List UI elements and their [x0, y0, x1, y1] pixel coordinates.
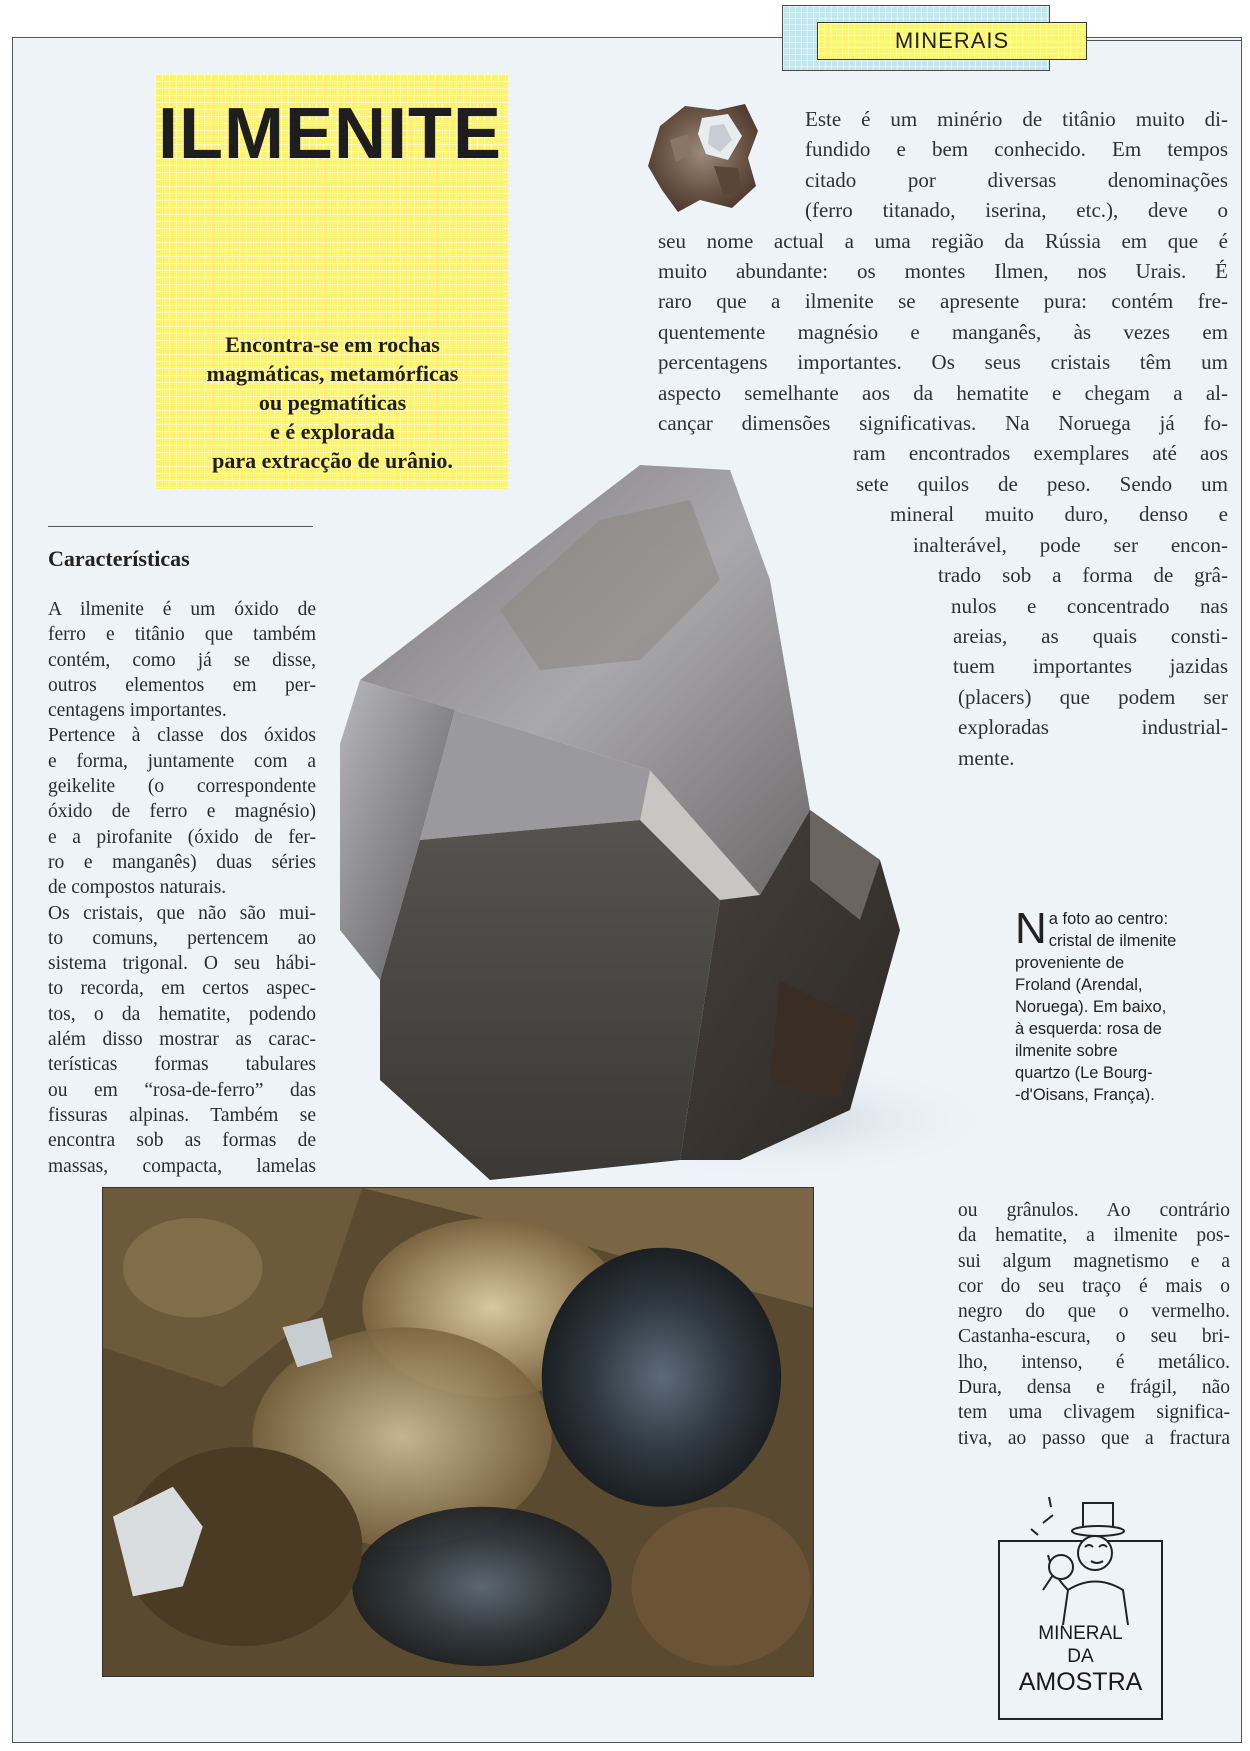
- text-line: geikelite (o correspondente: [48, 776, 316, 798]
- continuation-text: [958, 1198, 1230, 1451]
- badge-line: MINERAL: [1038, 1623, 1123, 1644]
- text-line: ro e manganês) duas séries: [48, 851, 316, 873]
- ilmenite-rose-on-quartz-photo: [102, 1187, 814, 1677]
- intro-line: inalterável, pode ser encon-: [913, 532, 1228, 557]
- text-line: além disso mostrar as carac-: [48, 1029, 316, 1051]
- text-line: Os cristais, que não são mui-: [48, 902, 316, 924]
- intro-line: sete quilos de peso. Sendo um: [856, 471, 1228, 496]
- collector-with-magnifier-icon: [1023, 1495, 1143, 1625]
- text-line: e a pirofanite (óxido de fer-: [48, 826, 316, 848]
- text-line: fissuras alpinas. Também se: [48, 1104, 316, 1126]
- text-line: Castanha-escura, o seu bri-: [958, 1326, 1230, 1348]
- intro-line: quentemente magnésio e manganês, às vezes em: [658, 319, 1228, 344]
- caption-line: à esquerda: rosa de: [1015, 1020, 1162, 1038]
- text-line: negro do que o vermelho.: [958, 1301, 1230, 1323]
- text-line: tem uma clivagem significa-: [958, 1402, 1230, 1424]
- intro-line: percentagens importantes. Os seus cristais têm um: [658, 350, 1228, 375]
- text-line: contém, como já se disse,: [48, 649, 316, 671]
- intro-line: muito abundante: os montes Ilmen, nos Urais. É: [658, 259, 1228, 284]
- caption-line: -d'Oisans, França).: [1015, 1086, 1155, 1104]
- intro-line: citado por diversas denominações: [805, 167, 1228, 192]
- subtitle: [165, 330, 500, 475]
- intro-line: Este é um minério de titânio muito di-: [805, 107, 1228, 131]
- text-line: sistema trigonal. O seu hábi-: [48, 953, 316, 975]
- badge-line: DA: [1067, 1646, 1094, 1667]
- header-rule: [1087, 40, 1242, 41]
- intro-line: fundido e bem conhecido. Em tempos: [805, 137, 1228, 162]
- subtitle-line: Encontra-se em rochas: [225, 332, 440, 357]
- text-line: encontra sob as formas de: [48, 1130, 316, 1152]
- intro-line: ram encontrados exemplares até aos: [853, 441, 1228, 466]
- caption-dropcap: N: [1015, 904, 1047, 953]
- text-line: centagens importantes.: [48, 700, 227, 722]
- caption-line: ilmenite sobre: [1015, 1042, 1118, 1060]
- page-title: ILMENITE: [158, 94, 502, 174]
- text-line: cor do seu traço é mais o: [958, 1275, 1230, 1297]
- text-line: ou em “rosa-de-ferro” das: [48, 1079, 316, 1101]
- text-line: to comuns, pertencem ao: [48, 927, 316, 949]
- text-line: lho, intenso, é metálico.: [958, 1351, 1230, 1373]
- caption-line: Froland (Arendal,: [1015, 976, 1143, 994]
- caption-line: cristal de ilmenite: [1048, 932, 1177, 950]
- characteristics-text: [48, 597, 316, 1179]
- intro-line: areias, as quais consti-: [953, 623, 1228, 648]
- intro-line: (ferro titanado, iserina, etc.), deve o: [805, 198, 1228, 223]
- text-line: Dura, densa e frágil, não: [958, 1377, 1230, 1399]
- intro-line: nulos e concentrado nas: [951, 593, 1228, 618]
- text-line: to recorda, em certos aspec-: [48, 978, 316, 1000]
- photo-caption: [1015, 904, 1230, 1106]
- text-line: sui algum magnetismo e a: [958, 1250, 1230, 1272]
- text-line: e forma, juntamente com a: [48, 750, 316, 772]
- intro-line: raro que a ilmenite se apresente pura: contém fre-: [658, 289, 1228, 314]
- section-heading: Características: [48, 546, 190, 571]
- intro-line: tuem importantes jazidas: [953, 654, 1228, 679]
- text-line: A ilmenite é um óxido de: [48, 599, 316, 620]
- text-line: terísticas formas tabulares: [48, 1054, 316, 1076]
- text-line: tiva, ao passo que a fractura: [958, 1427, 1230, 1449]
- intro-line: mente.: [958, 745, 1015, 770]
- intro-line: mineral muito duro, denso e: [890, 502, 1228, 527]
- text-line: óxido de ferro e magnésio): [48, 801, 316, 823]
- mineral-sample-badge: [998, 1495, 1163, 1720]
- text-line: outros elementos em per-: [48, 674, 316, 696]
- intro-line: trado sob a forma de grâ-: [938, 563, 1228, 588]
- text-line: tos, o da hematite, podendo: [48, 1003, 316, 1025]
- subtitle-line: para extracção de urânio.: [212, 448, 453, 473]
- intro-line: aspecto semelhante aos da hematite e chegam a al-: [658, 380, 1228, 405]
- caption-line: a foto ao centro:: [1048, 910, 1169, 928]
- intro-line: seu nome actual a uma região da Rússia em que é: [658, 228, 1228, 253]
- text-line: de compostos naturais.: [48, 877, 227, 899]
- badge-line: AMOSTRA: [1018, 1668, 1143, 1696]
- text-line: da hematite, a ilmenite pos-: [958, 1225, 1230, 1247]
- subtitle-line: magmáticas, metamórficas: [206, 361, 459, 386]
- section-divider: [48, 526, 313, 527]
- text-line: massas, compacta, lamelas: [48, 1155, 316, 1177]
- intro-line: cançar dimensões significativas. Na Noruega já fo-: [658, 411, 1228, 436]
- caption-line: proveniente de: [1015, 954, 1125, 972]
- text-line: ferro e titânio que também: [48, 624, 316, 646]
- subtitle-line: e é explorada: [270, 419, 395, 444]
- caption-line: Noruega). Em baixo,: [1015, 998, 1167, 1016]
- ilmenite-crystal-photo: [340, 460, 1000, 1185]
- section-tag: MINERAIS: [817, 22, 1087, 60]
- caption-line: quartzo (Le Bourg-: [1015, 1064, 1153, 1082]
- intro-line: exploradas industrial-: [958, 715, 1228, 740]
- text-line: Pertence à classe dos óxidos: [48, 725, 316, 747]
- text-line: ou grânulos. Ao contrário: [958, 1200, 1230, 1221]
- subtitle-line: ou pegmatíticas: [258, 390, 407, 415]
- intro-line: (placers) que podem ser: [958, 684, 1228, 709]
